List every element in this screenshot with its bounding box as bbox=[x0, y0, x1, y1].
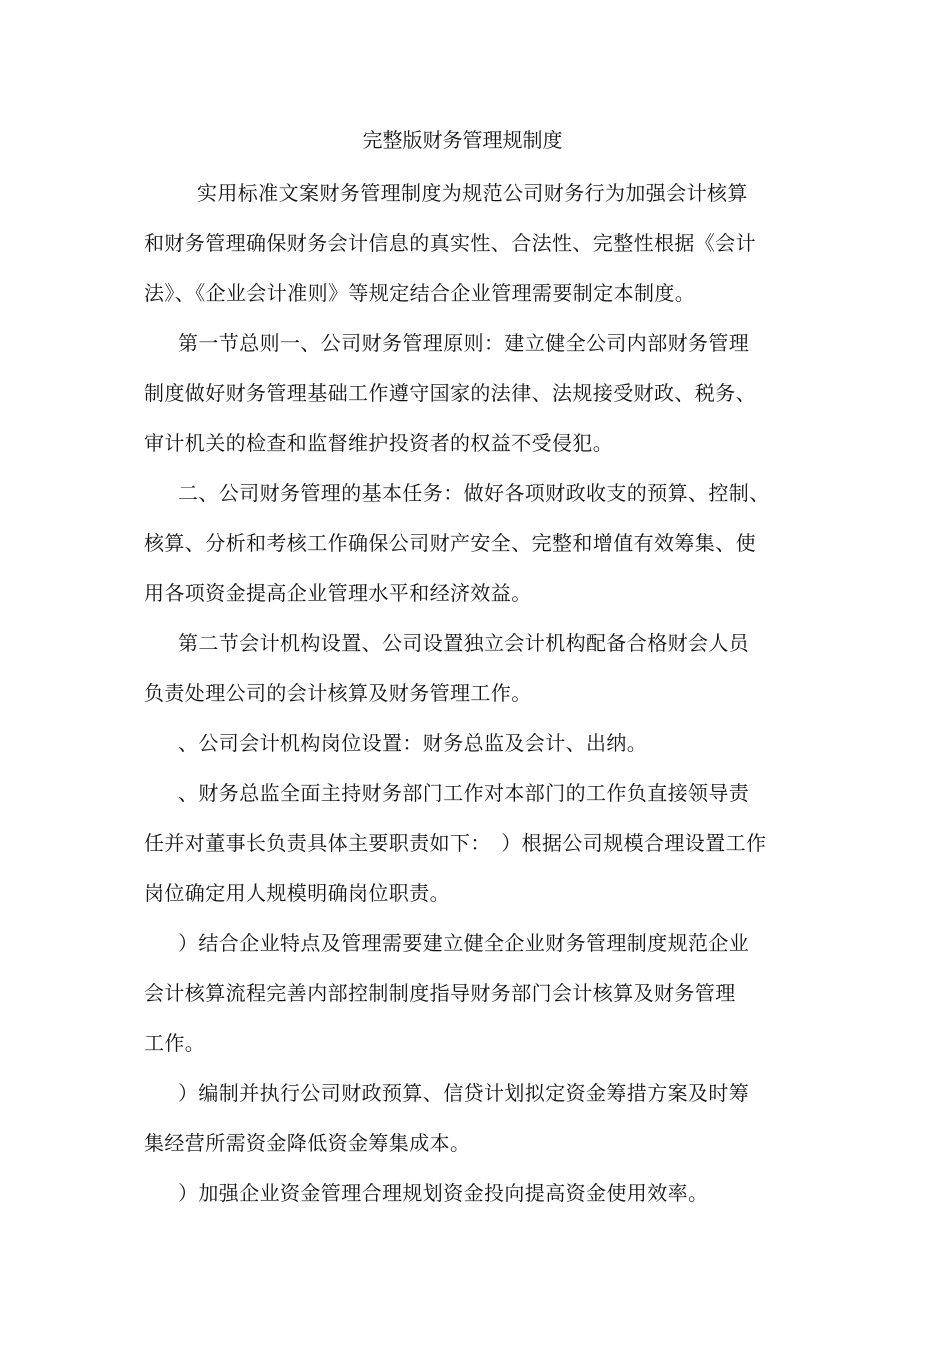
paragraph-line: 二、公司财务管理的基本任务：做好各项财政收支的预算、控制、 bbox=[178, 481, 770, 505]
paragraph-line: 岗位确定用人规模明确岗位职责。 bbox=[144, 881, 450, 905]
paragraph-line: 第二节会计机构设置、公司设置独立会计机构配备合格财会人员 bbox=[178, 631, 750, 655]
paragraph-line: 集经营所需资金降低资金筹集成本。 bbox=[144, 1131, 471, 1155]
paragraph-line: 实用标准文案财务管理制度为规范公司财务行为加强会计核算 bbox=[197, 181, 748, 205]
paragraph-line: ）结合企业特点及管理需要建立健全企业财务管理制度规范企业 bbox=[178, 931, 750, 955]
paragraph-line: 法》、《企业会计准则》等规定结合企业管理需要制定本制度。 bbox=[144, 281, 696, 305]
paragraph-line: 任并对董事长负责具体主要职责如下： ）根据公司规模合理设置工作 bbox=[144, 831, 767, 855]
document-title: 完整版财务管理规制度 bbox=[362, 128, 563, 152]
paragraph-line: 审计机关的检查和监督维护投资者的权益不受侵犯。 bbox=[144, 431, 614, 455]
paragraph-line: 第一节总则一、公司财务管理原则：建立健全公司内部财务管理 bbox=[178, 331, 750, 355]
paragraph-line: 核算、分析和考核工作确保公司财产安全、完整和增值有效筹集、使 bbox=[144, 531, 756, 555]
paragraph-line: 工作。 bbox=[144, 1031, 206, 1055]
paragraph-line: 制度做好财务管理基础工作遵守国家的法律、法规接受财政、税务、 bbox=[144, 381, 756, 405]
paragraph-line: 负责处理公司的会计核算及财务管理工作。 bbox=[144, 681, 532, 705]
paragraph-line: 会计核算流程完善内部控制制度指导财务部门会计核算及财务管理 bbox=[144, 981, 736, 1005]
paragraph-line: ）加强企业资金管理合理规划资金投向提高资金使用效率。 bbox=[178, 1181, 709, 1205]
paragraph-line: ）编制并执行公司财政预算、信贷计划拟定资金筹措方案及时筹 bbox=[178, 1081, 750, 1105]
paragraph-line: 用各项资金提高企业管理水平和经济效益。 bbox=[144, 581, 532, 605]
paragraph-line: 、财务总监全面主持财务部门工作对本部门的工作负直接领导责 bbox=[178, 781, 750, 805]
paragraph-line: 、公司会计机构岗位设置：财务总监及会计、出纳。 bbox=[178, 731, 648, 755]
paragraph-line: 和财务管理确保财务会计信息的真实性、合法性、完整性根据《会计 bbox=[144, 231, 756, 255]
